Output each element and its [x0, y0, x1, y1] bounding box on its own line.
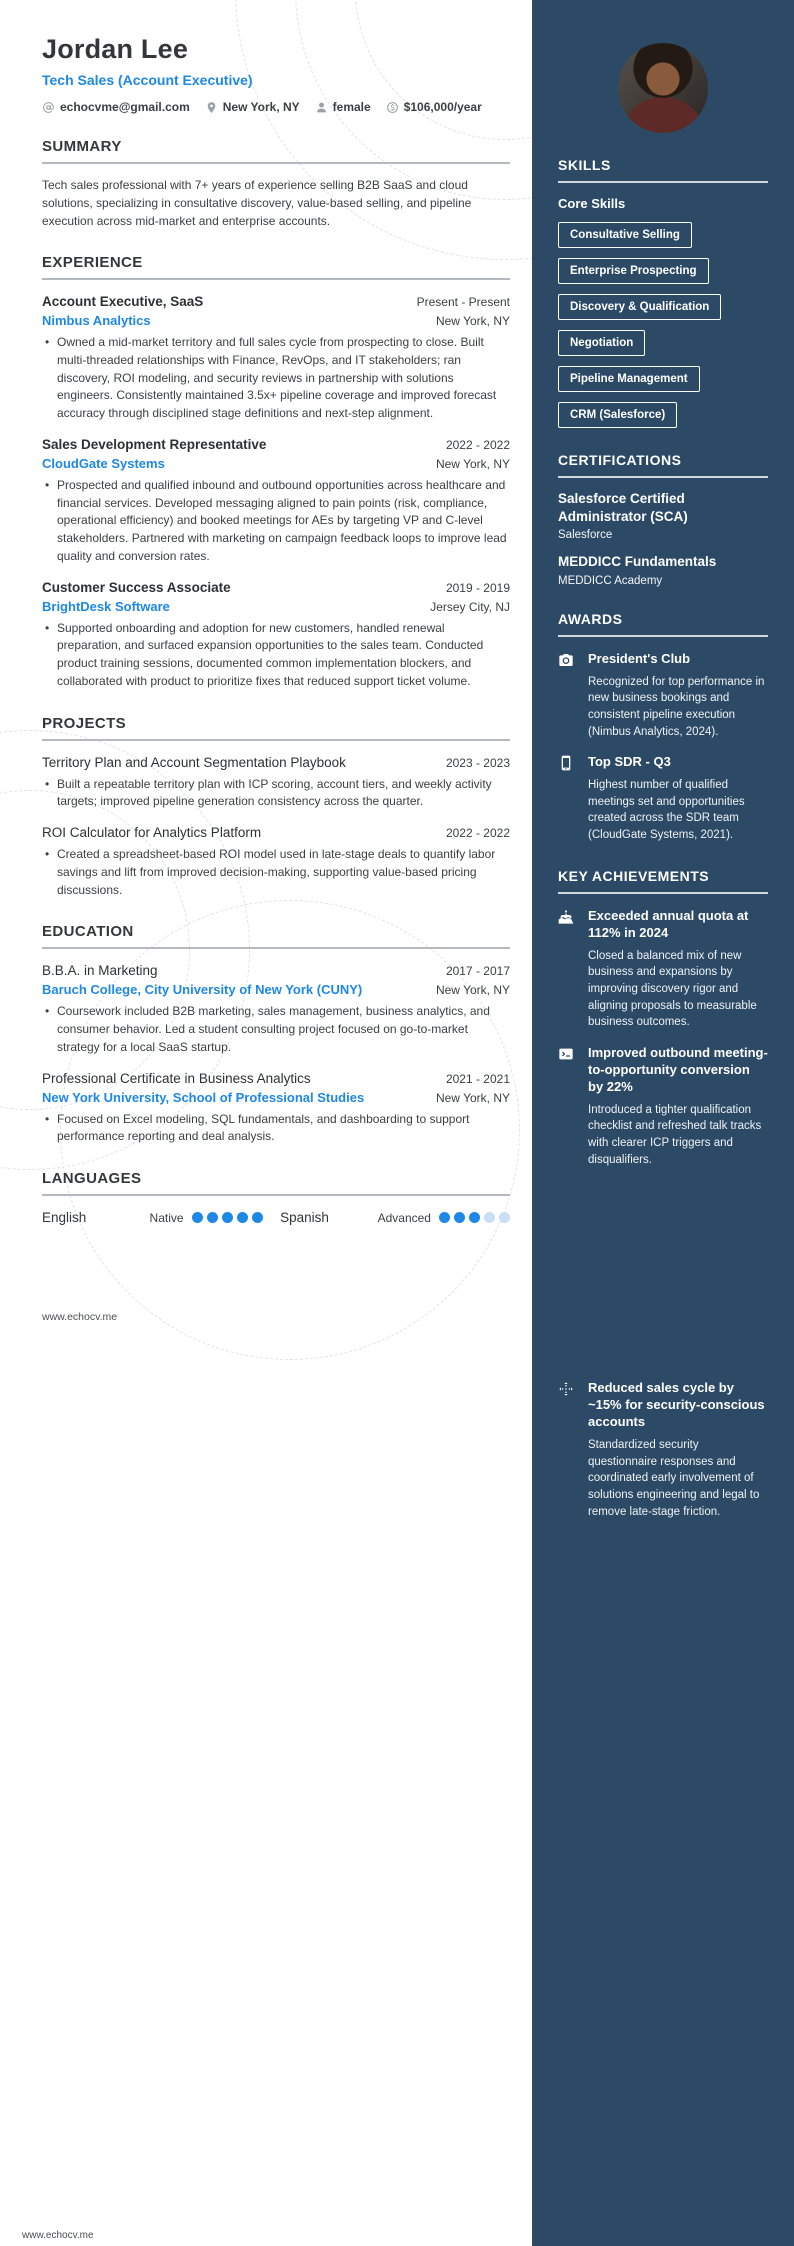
language-level: Advanced	[377, 1210, 431, 1225]
candidate-name: Jordan Lee	[42, 34, 189, 64]
achievement-item	[558, 1045, 768, 1168]
certification-issuer: Salesforce	[558, 529, 613, 542]
experience-bullet: • Owned a mid-market territory and full sales cycle from prospecting to close. Built multi-threaded relationships with Finance, RevOps, and IT stakeholders; ran discovery, ROI modeling, and security reviews in partnership with solutions engineers. Consistently maintained 3.5x+ pipeline coverage and improved forecast accuracy through disciplined stage definitions and next-step alignment.	[42, 334, 510, 423]
awards-section	[558, 611, 768, 844]
language-rating	[150, 1211, 263, 1225]
experience-entry	[42, 294, 510, 423]
achievement-text	[588, 1045, 768, 1168]
achievement-item	[558, 1380, 768, 1520]
sidebar-divider	[558, 181, 768, 183]
key-achievements-section	[558, 868, 768, 1521]
experience-section	[42, 254, 510, 691]
achievement-item	[558, 908, 768, 1031]
section-divider	[42, 947, 510, 949]
languages-row	[42, 1210, 510, 1225]
certification-issuer: MEDDICC Academy	[558, 574, 663, 587]
language-dots	[192, 1212, 263, 1223]
experience-company-link[interactable]: BrightDesk Software	[42, 598, 170, 614]
award-item	[558, 754, 768, 844]
experience-company-link[interactable]: Nimbus Analytics	[42, 313, 151, 328]
salary-icon	[386, 101, 399, 114]
awards-heading: AWARDS	[558, 610, 623, 627]
education-section	[42, 923, 510, 1146]
award-text	[588, 651, 768, 741]
summary-section	[42, 138, 510, 230]
experience-location: Jersey City, NJ	[430, 599, 510, 614]
phone-icon	[558, 754, 588, 844]
education-entry	[42, 963, 510, 1056]
cake-icon	[558, 908, 588, 1031]
award-title: Top SDR - Q3	[588, 754, 671, 770]
skill-chip: Discovery & Qualification	[558, 294, 721, 320]
skills-heading: SKILLS	[558, 157, 611, 173]
certification-item	[558, 553, 768, 587]
location-icon	[205, 101, 218, 114]
project-entry	[42, 825, 510, 899]
education-bullet: • Coursework included B2B marketing, sales management, business analytics, and consumer behavior. Led a student consulting project focused on go-to-market strategy for a local SaaS startup.	[42, 1003, 510, 1056]
education-school-link[interactable]: New York University, School of Professional Studies	[42, 1089, 365, 1105]
contact-location: New York, NY	[205, 100, 300, 114]
language-level: Native	[149, 1210, 184, 1225]
project-title: Territory Plan and Account Segmentation Playbook	[42, 754, 346, 770]
project-date: 2022 - 2022	[445, 826, 510, 840]
projects-section	[42, 715, 510, 900]
language-name: English	[42, 1210, 87, 1225]
skill-chip: Consultative Selling	[558, 222, 692, 248]
project-bullet: • Created a spreadsheet-based ROI model used in late-stage deals to quantify labor savings and lift from improved decision-making, supporting value-based pricing discussions.	[42, 846, 510, 899]
project-title: ROI Calculator for Analytics Platform	[42, 825, 262, 840]
achievement-description: Standardized security questionnaire responses and coordinated early involvement of solutions engineering and legal to remove late-stage friction.	[588, 1438, 760, 1518]
avatar	[618, 43, 708, 133]
email-icon	[42, 101, 55, 114]
camera-icon	[558, 651, 588, 741]
education-degree: Professional Certificate in Business Analytics	[42, 1070, 311, 1086]
achievement-text	[588, 908, 768, 1031]
experience-date: 2022 - 2022	[445, 437, 510, 452]
certification-item	[558, 490, 768, 541]
project-date: 2023 - 2023	[445, 755, 510, 770]
skill-chip-list	[558, 222, 768, 428]
achievement-title: Reduced sales cycle by ~15% for security-conscious accounts	[588, 1380, 765, 1430]
experience-bullet: • Supported onboarding and adoption for new customers, handled renewal preparation, and surfaced expansion opportunities to the sales team. Conducted product training sessions, documented common implementation blockers, and collaborated with product to prioritize fixes that reduced support ticket volume.	[42, 620, 510, 691]
experience-title: Account Executive, SaaS	[42, 294, 204, 309]
education-bullet: • Focused on Excel modeling, SQL fundamentals, and dashboarding to support performance reporting and deal analysis.	[42, 1111, 510, 1147]
section-divider	[42, 162, 510, 164]
experience-heading: EXPERIENCE	[42, 254, 143, 271]
sidebar-divider	[558, 476, 768, 478]
skill-chip: Negotiation	[558, 330, 645, 356]
achievement-description: Closed a balanced mix of new business and expansions by improving discovery rigor and aligning proposals to measurable business outcomes.	[588, 949, 757, 1029]
education-date: 2021 - 2021	[445, 1071, 510, 1086]
education-location: New York, NY	[435, 1090, 510, 1105]
website-link[interactable]: www.echocv.me	[42, 1311, 118, 1323]
project-bullet: • Built a repeatable territory plan with ICP scoring, account tiers, and weekly activity targets; improved pipeline generation consistency across the quarter.	[42, 776, 510, 812]
language-dots	[439, 1212, 510, 1223]
achievement-text	[588, 1380, 768, 1520]
contact-gender: female	[315, 100, 371, 114]
candidate-job-title: Tech Sales (Account Executive)	[42, 72, 253, 88]
education-school-link[interactable]: Baruch College, City University of New York (CUNY)	[42, 982, 363, 998]
header	[42, 34, 510, 114]
experience-location: New York, NY	[435, 314, 510, 328]
award-description: Highest number of qualified meetings set and opportunities created across the SDR team (CloudGate Systems, 2021).	[588, 779, 745, 842]
key-achievements-heading: KEY ACHIEVEMENTS	[558, 867, 710, 884]
achievement-description: Introduced a tighter qualification checklist and refreshed talk tracks with clearer ICP triggers and disqualifiers.	[588, 1103, 762, 1166]
experience-entry	[42, 437, 510, 566]
certification-name: MEDDICC Fundamentals	[558, 554, 717, 570]
skills-section	[558, 157, 768, 428]
education-location: New York, NY	[435, 983, 510, 998]
experience-entry	[42, 580, 510, 691]
section-divider	[42, 278, 510, 280]
education-entry	[42, 1071, 510, 1147]
award-item	[558, 651, 768, 741]
education-date: 2017 - 2017	[445, 964, 510, 979]
award-title: President's Club	[588, 650, 691, 666]
experience-bullet: • Prospected and qualified inbound and outbound opportunities across healthcare and financial services. Developed messaging aligned to pain points (risk, compliance, operational efficiency) and booked meetings for AEs by targeting VP and C-level stakeholders. Partnered with marketing on campaign feedback loops to improve lead quality and conversion rates.	[42, 477, 510, 566]
award-text	[588, 754, 768, 844]
contact-row	[42, 100, 510, 114]
summary-text: Tech sales professional with 7+ years of experience selling B2B SaaS and cloud solutions, specializing in consultative discovery, value-based selling, and pipeline execution across mid-market and enterprise accounts.	[42, 178, 472, 228]
drag-icon	[558, 1380, 588, 1520]
project-entry	[42, 755, 510, 812]
certifications-heading: CERTIFICATIONS	[558, 452, 682, 468]
sidebar-divider	[558, 892, 768, 894]
language-name: Spanish	[280, 1210, 329, 1225]
terminal-icon	[558, 1045, 588, 1168]
sidebar-divider	[558, 635, 768, 637]
skills-group-label: Core Skills	[558, 196, 626, 211]
languages-section	[42, 1170, 510, 1225]
experience-date: 2019 - 2019	[445, 580, 510, 595]
skill-chip: Pipeline Management	[558, 366, 700, 392]
projects-heading: PROJECTS	[42, 714, 127, 732]
resume-sidebar	[532, 0, 794, 2246]
summary-heading: SUMMARY	[42, 138, 122, 155]
section-divider	[42, 739, 510, 741]
achievement-title: Improved outbound meeting-to-opportunity conversion by 22%	[588, 1044, 768, 1094]
website-link-bottom[interactable]: www.echocv.me	[22, 2230, 94, 2241]
contact-salary: $106,000/year	[386, 100, 482, 114]
languages-heading: LANGUAGES	[42, 1170, 142, 1187]
section-divider	[42, 1194, 510, 1196]
experience-location: New York, NY	[435, 456, 510, 471]
education-heading: EDUCATION	[42, 923, 134, 941]
experience-date: Present - Present	[416, 295, 510, 309]
achievement-title: Exceeded annual quota at 112% in 2024	[588, 907, 749, 940]
person-icon	[315, 101, 328, 114]
contact-email: echocvme@gmail.com	[42, 100, 190, 114]
experience-company-link[interactable]: CloudGate Systems	[42, 455, 165, 471]
skill-chip: CRM (Salesforce)	[558, 402, 677, 428]
language-rating	[378, 1211, 510, 1225]
award-description: Recognized for top performance in new business bookings and consistent pipeline execution (Nimbus Analytics, 2024).	[588, 675, 765, 738]
experience-title: Customer Success Associate	[42, 579, 231, 595]
experience-title: Sales Development Representative	[42, 436, 267, 452]
skill-chip: Enterprise Prospecting	[558, 258, 709, 284]
education-degree: B.B.A. in Marketing	[42, 963, 158, 979]
certification-name: Salesforce Certified Administrator (SCA)	[558, 491, 688, 524]
certifications-section	[558, 452, 768, 587]
